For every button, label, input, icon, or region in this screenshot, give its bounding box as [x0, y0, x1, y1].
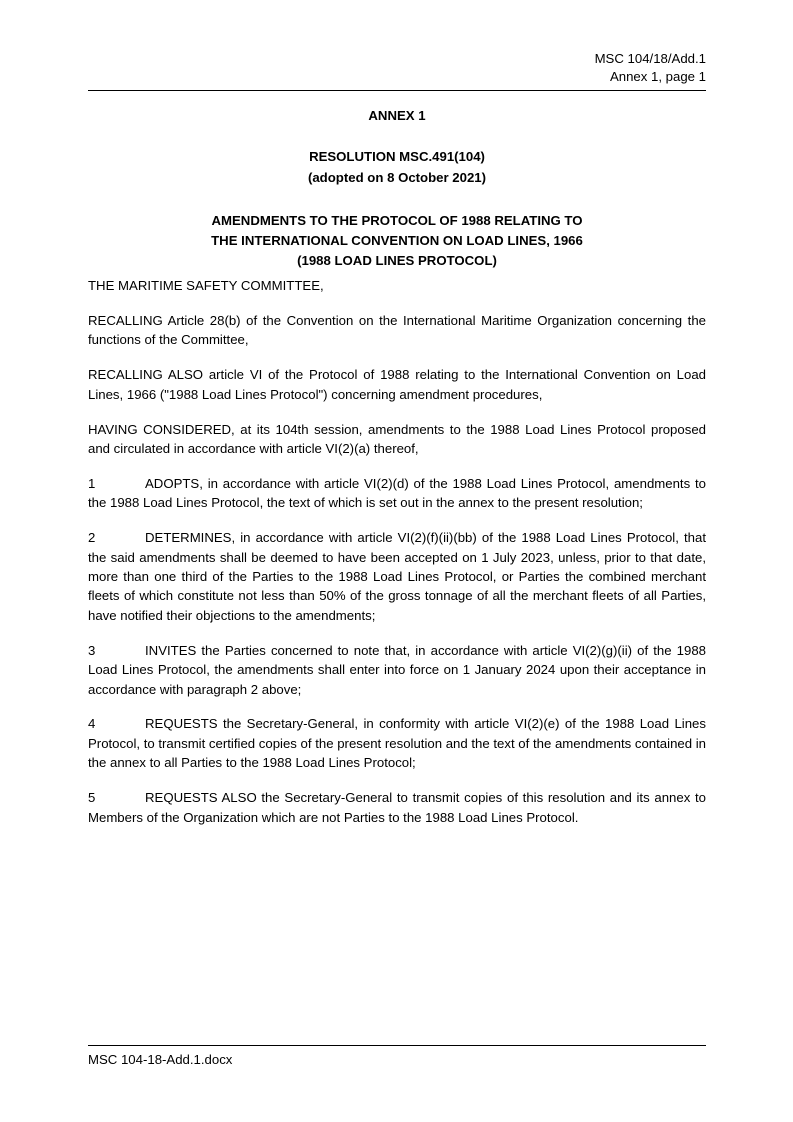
resolution-number: RESOLUTION MSC.491(104)	[309, 149, 485, 164]
paragraph-number: 4	[88, 716, 96, 732]
spacer-after-resolution	[88, 188, 706, 211]
resolution-heading	[88, 146, 706, 188]
paragraph-committee: THE MARITIME SAFETY COMMITTEE,	[88, 278, 324, 293]
paragraph-recalling: RECALLING Article 28(b) of the Convention on the International Maritime Organization concerning the functions of the Committee,	[88, 312, 706, 348]
page-header	[88, 50, 706, 86]
paragraph-text: REQUESTS ALSO the Secretary-General to transmit copies of this resolution and its annex to Members of the Organization which are not Parties to the 1988 Load Lines Protocol.	[88, 790, 706, 825]
paragraph-text: INVITES the Parties concerned to note that, in accordance with article VI(2)(g)(ii) of the 1988 Load Lines Protocol, the amendments shall enter into force on 1 January 2024 upon their acceptance in accordance with paragraph 2 above;	[88, 642, 706, 697]
document-body	[88, 276, 706, 842]
annex-page-reference: Annex 1, page 1	[609, 69, 706, 84]
paragraph-number: 5	[88, 790, 96, 806]
amendments-heading-line-1: AMENDMENTS TO THE PROTOCOL OF 1988 RELATING TO	[211, 213, 583, 228]
paragraph-text: DETERMINES, in accordance with article VI(2)(f)(ii)(bb) of the 1988 Load Lines Protocol, that the said amendments shall be deemed to have been accepted on 1 July 2023, unless, prior to that date, more than one third of the Parties to the 1988 Load Lines Protocol, or Parties the combined merchant fleets of which constitute not less than 50% of the gross tonnage of all the merchant fleets of all Parties, have notified their objections to the amendments;	[88, 530, 706, 623]
amendments-heading-line-2: THE INTERNATIONAL CONVENTION ON LOAD LINES, 1966	[211, 233, 583, 248]
paragraph-having-considered: HAVING CONSIDERED, at its 104th session, amendments to the 1988 Load Lines Protocol proposed and circulated in accordance with article VI(2)(a) thereof,	[88, 421, 706, 456]
paragraph-text: ADOPTS, in accordance with article VI(2)(d) of the 1988 Load Lines Protocol, amendments to the 1988 Load Lines Protocol, the text of which is set out in the annex to the present resolution;	[88, 475, 706, 511]
numbered-paragraph-1	[88, 474, 706, 513]
numbered-paragraph-5	[88, 788, 706, 827]
numbered-paragraph-2	[88, 528, 706, 625]
paragraph-text: REQUESTS the Secretary-General, in conformity with article VI(2)(e) of the 1988 Load Lines Protocol, to transmit certified copies of the present resolution and the text of the amendments contained in the annex to all Parties to the 1988 Load Lines Protocol;	[88, 716, 706, 771]
paragraph-number: 1	[88, 475, 96, 491]
annex-heading: ANNEX 1	[368, 108, 426, 123]
footer-divider	[88, 1045, 706, 1046]
numbered-paragraph-3	[88, 641, 706, 699]
numbered-paragraph-4	[88, 714, 706, 772]
footer-filename: MSC 104-18-Add.1.docx	[88, 1052, 233, 1067]
paragraph-number: 2	[88, 530, 96, 546]
resolution-adoption-date: (adopted on 8 October 2021)	[307, 170, 487, 185]
paragraph-recalling-also: RECALLING ALSO article VI of the Protocol of 1988 relating to the International Convention on Load Lines, 1966 ("1988 Load Lines Protocol") concerning amendment procedures,	[88, 367, 706, 402]
spacer-after-annex	[88, 126, 706, 146]
amendments-heading-line-3: (1988 LOAD LINES PROTOCOL)	[297, 253, 497, 268]
amendments-heading	[88, 211, 706, 271]
paragraph-number: 3	[88, 642, 96, 658]
header-divider	[88, 90, 706, 91]
title-block	[88, 106, 706, 271]
document-symbol: MSC 104/18/Add.1	[594, 51, 706, 66]
